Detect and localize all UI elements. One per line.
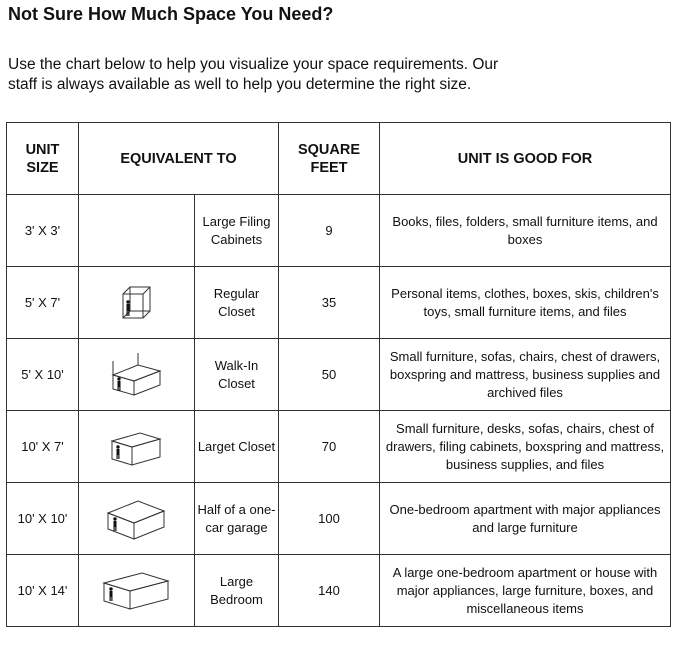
good-for-cell: Books, files, folders, small furniture items, and boxes	[380, 195, 671, 267]
header-square-feet: SQUARE FEET	[279, 123, 380, 195]
square-feet-cell: 70	[279, 411, 380, 483]
long-box-with-person-icon	[110, 353, 164, 397]
table-row	[7, 267, 671, 339]
page-title: Not Sure How Much Space You Need?	[8, 4, 334, 24]
table-row	[7, 411, 671, 483]
equivalent-cell: Large Bedroom	[195, 555, 279, 627]
equivalent-cell: Large Filing Cabinets	[195, 195, 279, 267]
table-row	[7, 339, 671, 411]
good-for-cell: Small furniture, sofas, chairs, chest of drawers, boxspring and mattress, business supplies and archived files	[380, 339, 671, 411]
unit-size-cell: 10' X 10'	[7, 483, 79, 555]
square-feet-cell: 9	[279, 195, 380, 267]
small-cube-with-person-icon	[117, 284, 157, 322]
good-for-cell: A large one-bedroom apartment or house with major appliances, large furniture, boxes, and miscellaneous items	[380, 555, 671, 627]
intro-text: Use the chart below to help you visualize your space requirements. Our staff is always available as well to help you determine the right size.	[8, 56, 499, 93]
large-box-with-person-icon	[106, 497, 168, 541]
unit-size-cell: 10' X 14'	[7, 555, 79, 627]
table-row	[7, 195, 671, 267]
header-good-for: UNIT IS GOOD FOR	[380, 123, 671, 195]
equivalent-cell: Half of a one-car garage	[195, 483, 279, 555]
good-for-cell: One-bedroom apartment with major appliances and large furniture	[380, 483, 671, 555]
equivalent-cell: Regular Closet	[195, 267, 279, 339]
good-for-cell: Personal items, clothes, boxes, skis, children's toys, small furniture items, and files	[380, 267, 671, 339]
unit-size-table	[6, 122, 671, 627]
unit-size-cell: 5' X 7'	[7, 267, 79, 339]
unit-size-cell: 10' X 7'	[7, 411, 79, 483]
square-feet-cell: 50	[279, 339, 380, 411]
table-row	[7, 555, 671, 627]
header-unit-size: UNIT SIZE	[7, 123, 79, 195]
wide-box-with-person-icon	[110, 427, 164, 467]
header-equivalent-to: EQUIVALENT TO	[79, 123, 279, 195]
square-feet-cell: 140	[279, 555, 380, 627]
equivalent-cell: Larget Closet	[195, 411, 279, 483]
equivalent-cell: Walk-In Closet	[195, 339, 279, 411]
table-header-row	[7, 123, 671, 195]
unit-size-cell: 3' X 3'	[7, 195, 79, 267]
unit-size-cell: 5' X 10'	[7, 339, 79, 411]
square-feet-cell: 100	[279, 483, 380, 555]
table-row	[7, 483, 671, 555]
flat-large-box-with-person-icon	[102, 569, 172, 613]
unit-illustration-empty	[79, 195, 195, 267]
square-feet-cell: 35	[279, 267, 380, 339]
good-for-cell: Small furniture, desks, sofas, chairs, chest of drawers, filing cabinets, boxspring and mattress, business supplies, and files	[380, 411, 671, 483]
